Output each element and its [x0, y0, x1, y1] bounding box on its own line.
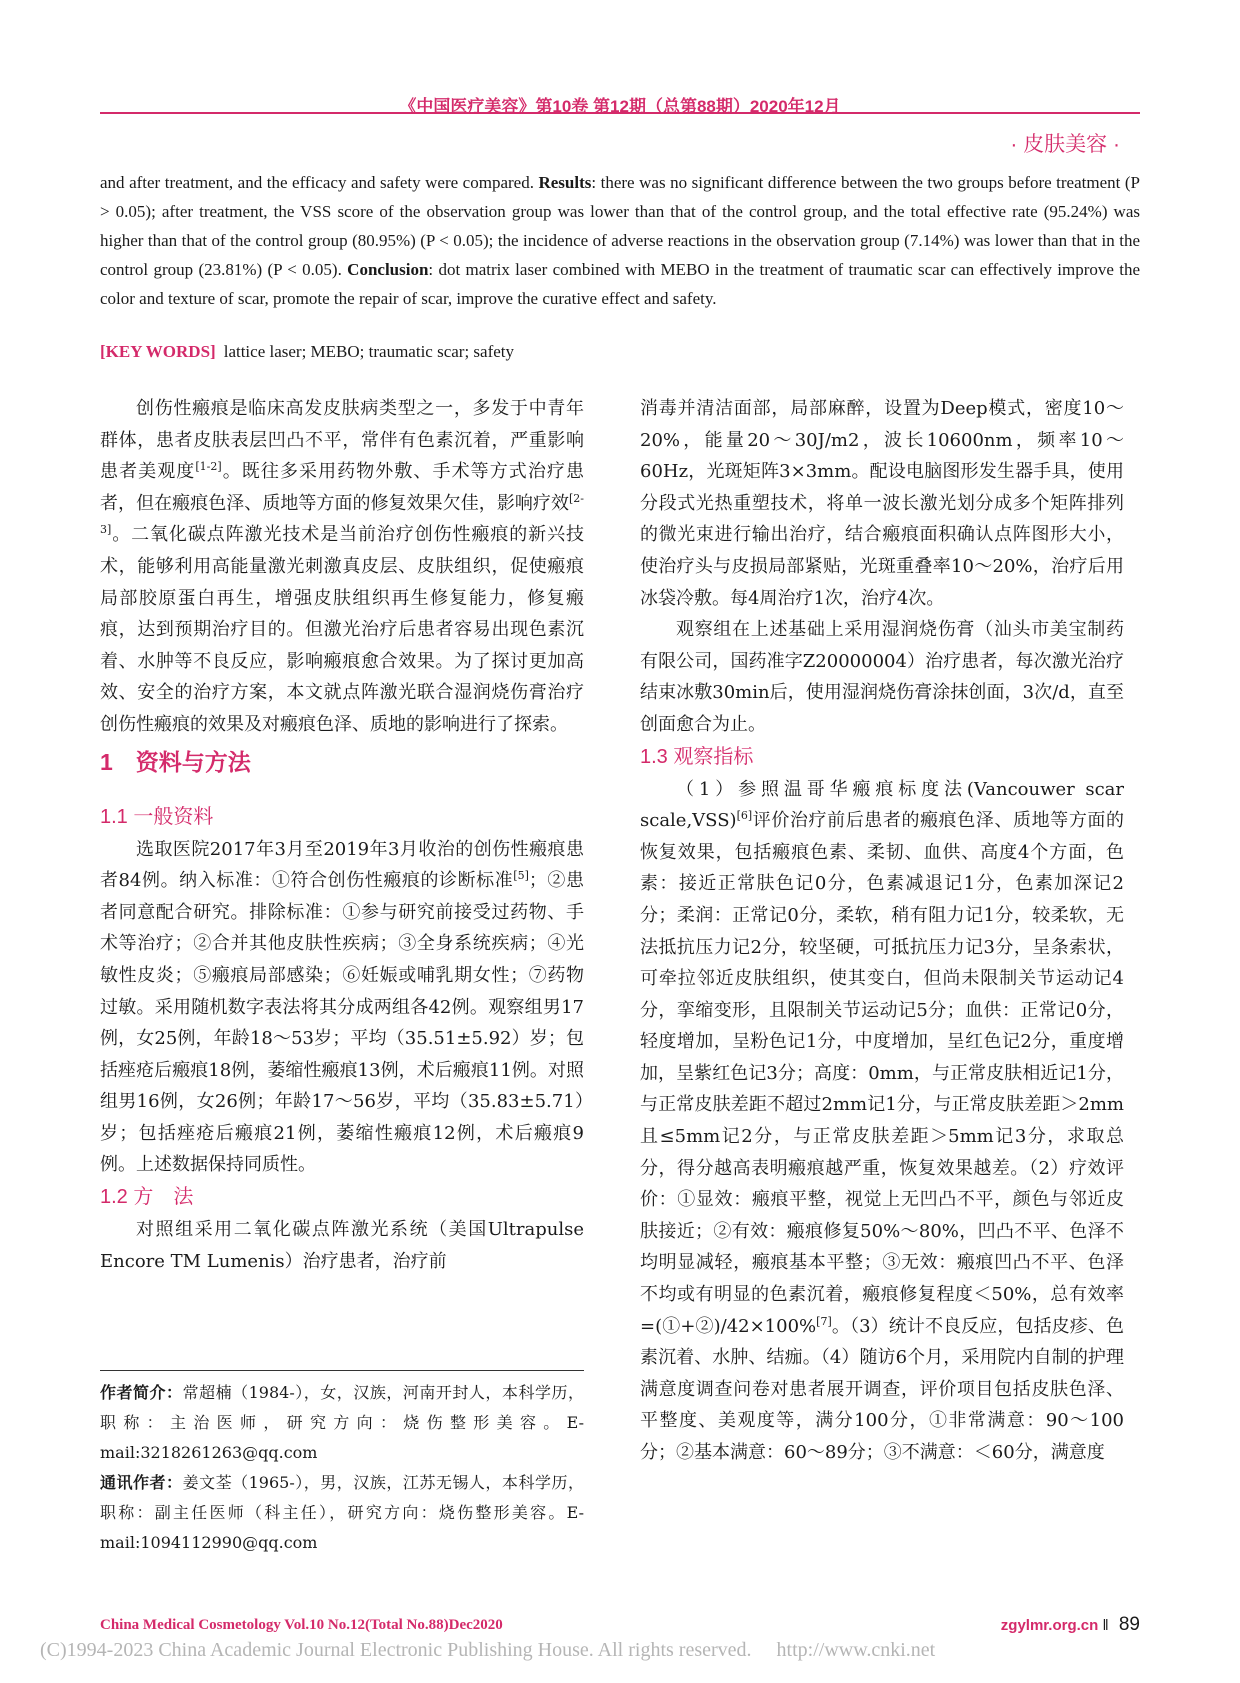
corr-label: 通讯作者：: [100, 1473, 183, 1492]
ref-2-3: [2-3]: [100, 491, 584, 537]
general-text-b: ；②患者同意配合研究。排除标准：①参与研究前接受过药物、手术等治疗；②合并其他皮肤性疾病；③全身系统疾病；④光敏性皮炎；⑤瘢痕局部感染；⑥妊娠或哺乳期女性；⑦药物过敏。采用随机数字表法将其分成两组各42例。观察组男17例，女25例，年龄18～53岁；平均（35.51±5.92）岁；包括痤疮后瘢痕18例，萎缩性瘢痕13例，术后瘢痕11例。对照组男16例，女26例；年龄17～56岁，平均（35.83±5.71）岁；包括痤疮后瘢痕21例，萎缩性瘢痕12例，术后瘢痕9例。上述数据保持同质性。: [100, 870, 584, 1176]
heading-materials-methods: 1 资料与方法: [100, 748, 251, 775]
author-footnote: [100, 1378, 584, 1558]
conclusion-label: Conclusion: [347, 260, 429, 279]
footer-page: [1001, 1614, 1140, 1636]
ref-6: [6]: [736, 809, 753, 823]
intro-text-a: 创伤性瘢痕是临床高发皮肤病类型之一，多发于中青年群体，患者皮肤表层凹凸不平，常伴有色素沉着，严重影响患者美观度: [100, 398, 584, 483]
method-continued: 消毒并清洁面部，局部麻醉，设置为Deep模式，密度10～20%，能量20～30J/m2，波长10600nm，频率10～60Hz，光斑矩阵3×3mm。配设电脑图形发生器手具，使用分段式光热重塑技术，将单一波长激光划分成多个矩阵排列的微光束进行输出治疗，结合瘢痕面积确认点阵图形大小，使治疗头与皮损局部紧贴，光斑重叠率10～20%，治疗后用冰袋冷敷。每4周治疗1次，治疗4次。: [640, 398, 1124, 609]
abstract-text-3: : dot matrix laser combined with MEBO in the treatment of traumatic scar can effectively improve the color and texture of scar, promote the repair of scar, improve the curative effect and safety.: [100, 260, 1141, 308]
right-column: [640, 393, 1124, 1469]
footer-journal: China Medical Cosmetology Vol.10 No.12(Total No.88)Dec2020: [100, 1617, 503, 1633]
heading-observation-index: 1.3 观察指标: [640, 745, 754, 768]
keywords: [100, 342, 514, 362]
index-paragraph: [640, 774, 1124, 1469]
results-label: Results: [538, 173, 592, 192]
index-text-b: 评价治疗前后患者的瘢痕色泽、质地等方面的恢复效果，包括瘢痕色素、柔韧、血供、高度4个方面，色素：接近正常肤色记0分，色素减退记1分，色素加深记2分；柔润：正常记0分，柔软，稍有阻力记1分，较柔软，无法抵抗压力记2分，较坚硬，可抵抗压力记3分，呈条索状，可牵拉邻近皮肤组织，使其变白，但尚未限制关节运动记4分，挛缩变形，且限制关节运动记5分；血供：正常记0分，轻度增加，呈粉色记1分，中度增加，呈红色记2分，重度增加，呈紫红色记3分；高度：0mm，与正常皮肤相近记1分，与正常皮肤差距不超过2mm记1分，与正常皮肤差距＞2mm且≤5mm记2分，与正常皮肤差距＞5mm记3分，求取总分，得分越高表明瘢痕越严重，恢复效果越差。（2）疗效评价：①显效：瘢痕平整，视觉上无凹凸不平，颜色与邻近皮肤接近；②有效：瘢痕修复50%～80%，凹凸不平、色泽不均明显减轻，瘢痕基本平整；③无效：瘢痕凹凸不平、色泽不均或有明显的色素沉着，瘢痕修复程度＜50%，总有效率=(①+②)/42×100%: [640, 810, 1124, 1337]
index-text-a: （1）参照温哥华瘢痕标度法(Vancouwer scar scale,VSS): [640, 778, 1124, 832]
observation-paragraph: 观察组在上述基础上采用湿润烧伤膏（汕头市美宝制药有限公司，国药准字Z20000004）治疗患者，每次激光治疗结束冰敷30min后，使用湿润烧伤膏涂抹创面，3次/d，直至创面愈合为止。: [640, 619, 1124, 735]
corr-text: 姜文荃（1965-），男，汉族，江苏无锡人，本科学历，职称：副主任医师（科主任），研究方向：烧伤整形美容。E-mail:1094112990@qq.com: [100, 1473, 584, 1552]
footer-separator: ‖: [1102, 1617, 1109, 1634]
author-label: 作者简介：: [100, 1383, 183, 1402]
keywords-text: lattice laser; MEBO; traumatic scar; safety: [223, 342, 515, 361]
heading-methods: 1.2 方 法: [100, 1186, 194, 1209]
ref-5: [5]: [513, 869, 529, 883]
header-rule: [100, 112, 1140, 114]
ref-7: [7]: [816, 1314, 832, 1328]
index-text-c: 。（3）统计不良反应，包括皮疹、色素沉着、水肿、结痂。（4）随访6个月，采用院内自制的护理满意度调查问卷对患者展开调查，评价项目包括皮肤色泽、平整度、美观度等，满分100分，①非常满意：90～100分；②基本满意：60～89分；③不满意：＜60分，满意度: [640, 1315, 1124, 1463]
abstract-text-1: and after treatment, and the efficacy and safety were compared.: [100, 173, 539, 192]
general-text-a: 选取医院2017年3月至2019年3月收治的创伤性瘢痕患者84例。纳入标准：①符合创伤性瘢痕的诊断标准: [100, 838, 584, 892]
journal-header: 《中国医疗美容》第10卷 第12期（总第88期）2020年12月: [399, 97, 841, 116]
footer-site: zgylmr.org.cn: [1000, 1617, 1099, 1634]
left-column: [100, 393, 584, 1277]
keywords-label: [KEY WORDS]: [100, 342, 216, 361]
intro-paragraph: [100, 393, 584, 741]
intro-text-b: 。既往多采用药物外敷、手术等方式治疗患者，但在瘢痕色泽、质地等方面的修复效果欠佳，影响疗效: [100, 461, 585, 514]
page-number: 89: [1118, 1614, 1140, 1635]
corresponding-author: [100, 1468, 584, 1558]
section-tag: · 皮肤美容 ·: [1010, 133, 1120, 156]
ref-1-2: [1-2]: [195, 460, 222, 474]
author-text: 常超楠（1984-），女，汉族，河南开封人，本科学历，职称：主治医师，研究方向：烧伤整形美容。E-mail:3218261263@qq.com: [100, 1383, 584, 1462]
abstract: [100, 168, 1140, 313]
author-info: [100, 1378, 584, 1468]
general-paragraph: [100, 834, 584, 1182]
intro-text-c: 。二氧化碳点阵激光技术是当前治疗创伤性瘢痕的新兴技术，能够利用高能量激光刺激真皮层、皮肤组织，促使瘢痕局部胶原蛋白再生，增强皮肤组织再生修复能力，修复瘢痕，达到预期治疗目的。但激光治疗后患者容易出现色素沉着、水肿等不良反应，影响瘢痕愈合效果。为了探讨更加高效、安全的治疗方案，本文就点阵激光联合湿润烧伤膏治疗创伤性瘢痕的效果及对瘢痕色泽、质地的影响进行了探索。: [100, 524, 584, 735]
footnote-rule: [100, 1370, 584, 1371]
method-paragraph: 对照组采用二氧化碳点阵激光系统（美国Ultrapulse Encore TM Lumenis）治疗患者，治疗前: [100, 1219, 584, 1272]
heading-general-data: 1.1 一般资料: [100, 805, 214, 828]
copyright-watermark: (C)1994-2023 China Academic Journal Electronic Publishing House. All rights reserved. http://www.cnki.net: [40, 1639, 936, 1661]
abstract-text-2: : there was no significant difference between the two groups before treatment (P > 0.05); after treatment, the VSS score of the observation group was lower than that of the control group, and the total effective rate (95.24%) was higher than that of the control group (80.95%) (P < 0.05); the incidence of adverse reactions in the observation group (7.14%) was lower than that in the control group (23.81%) (P < 0.05).: [100, 173, 1140, 279]
